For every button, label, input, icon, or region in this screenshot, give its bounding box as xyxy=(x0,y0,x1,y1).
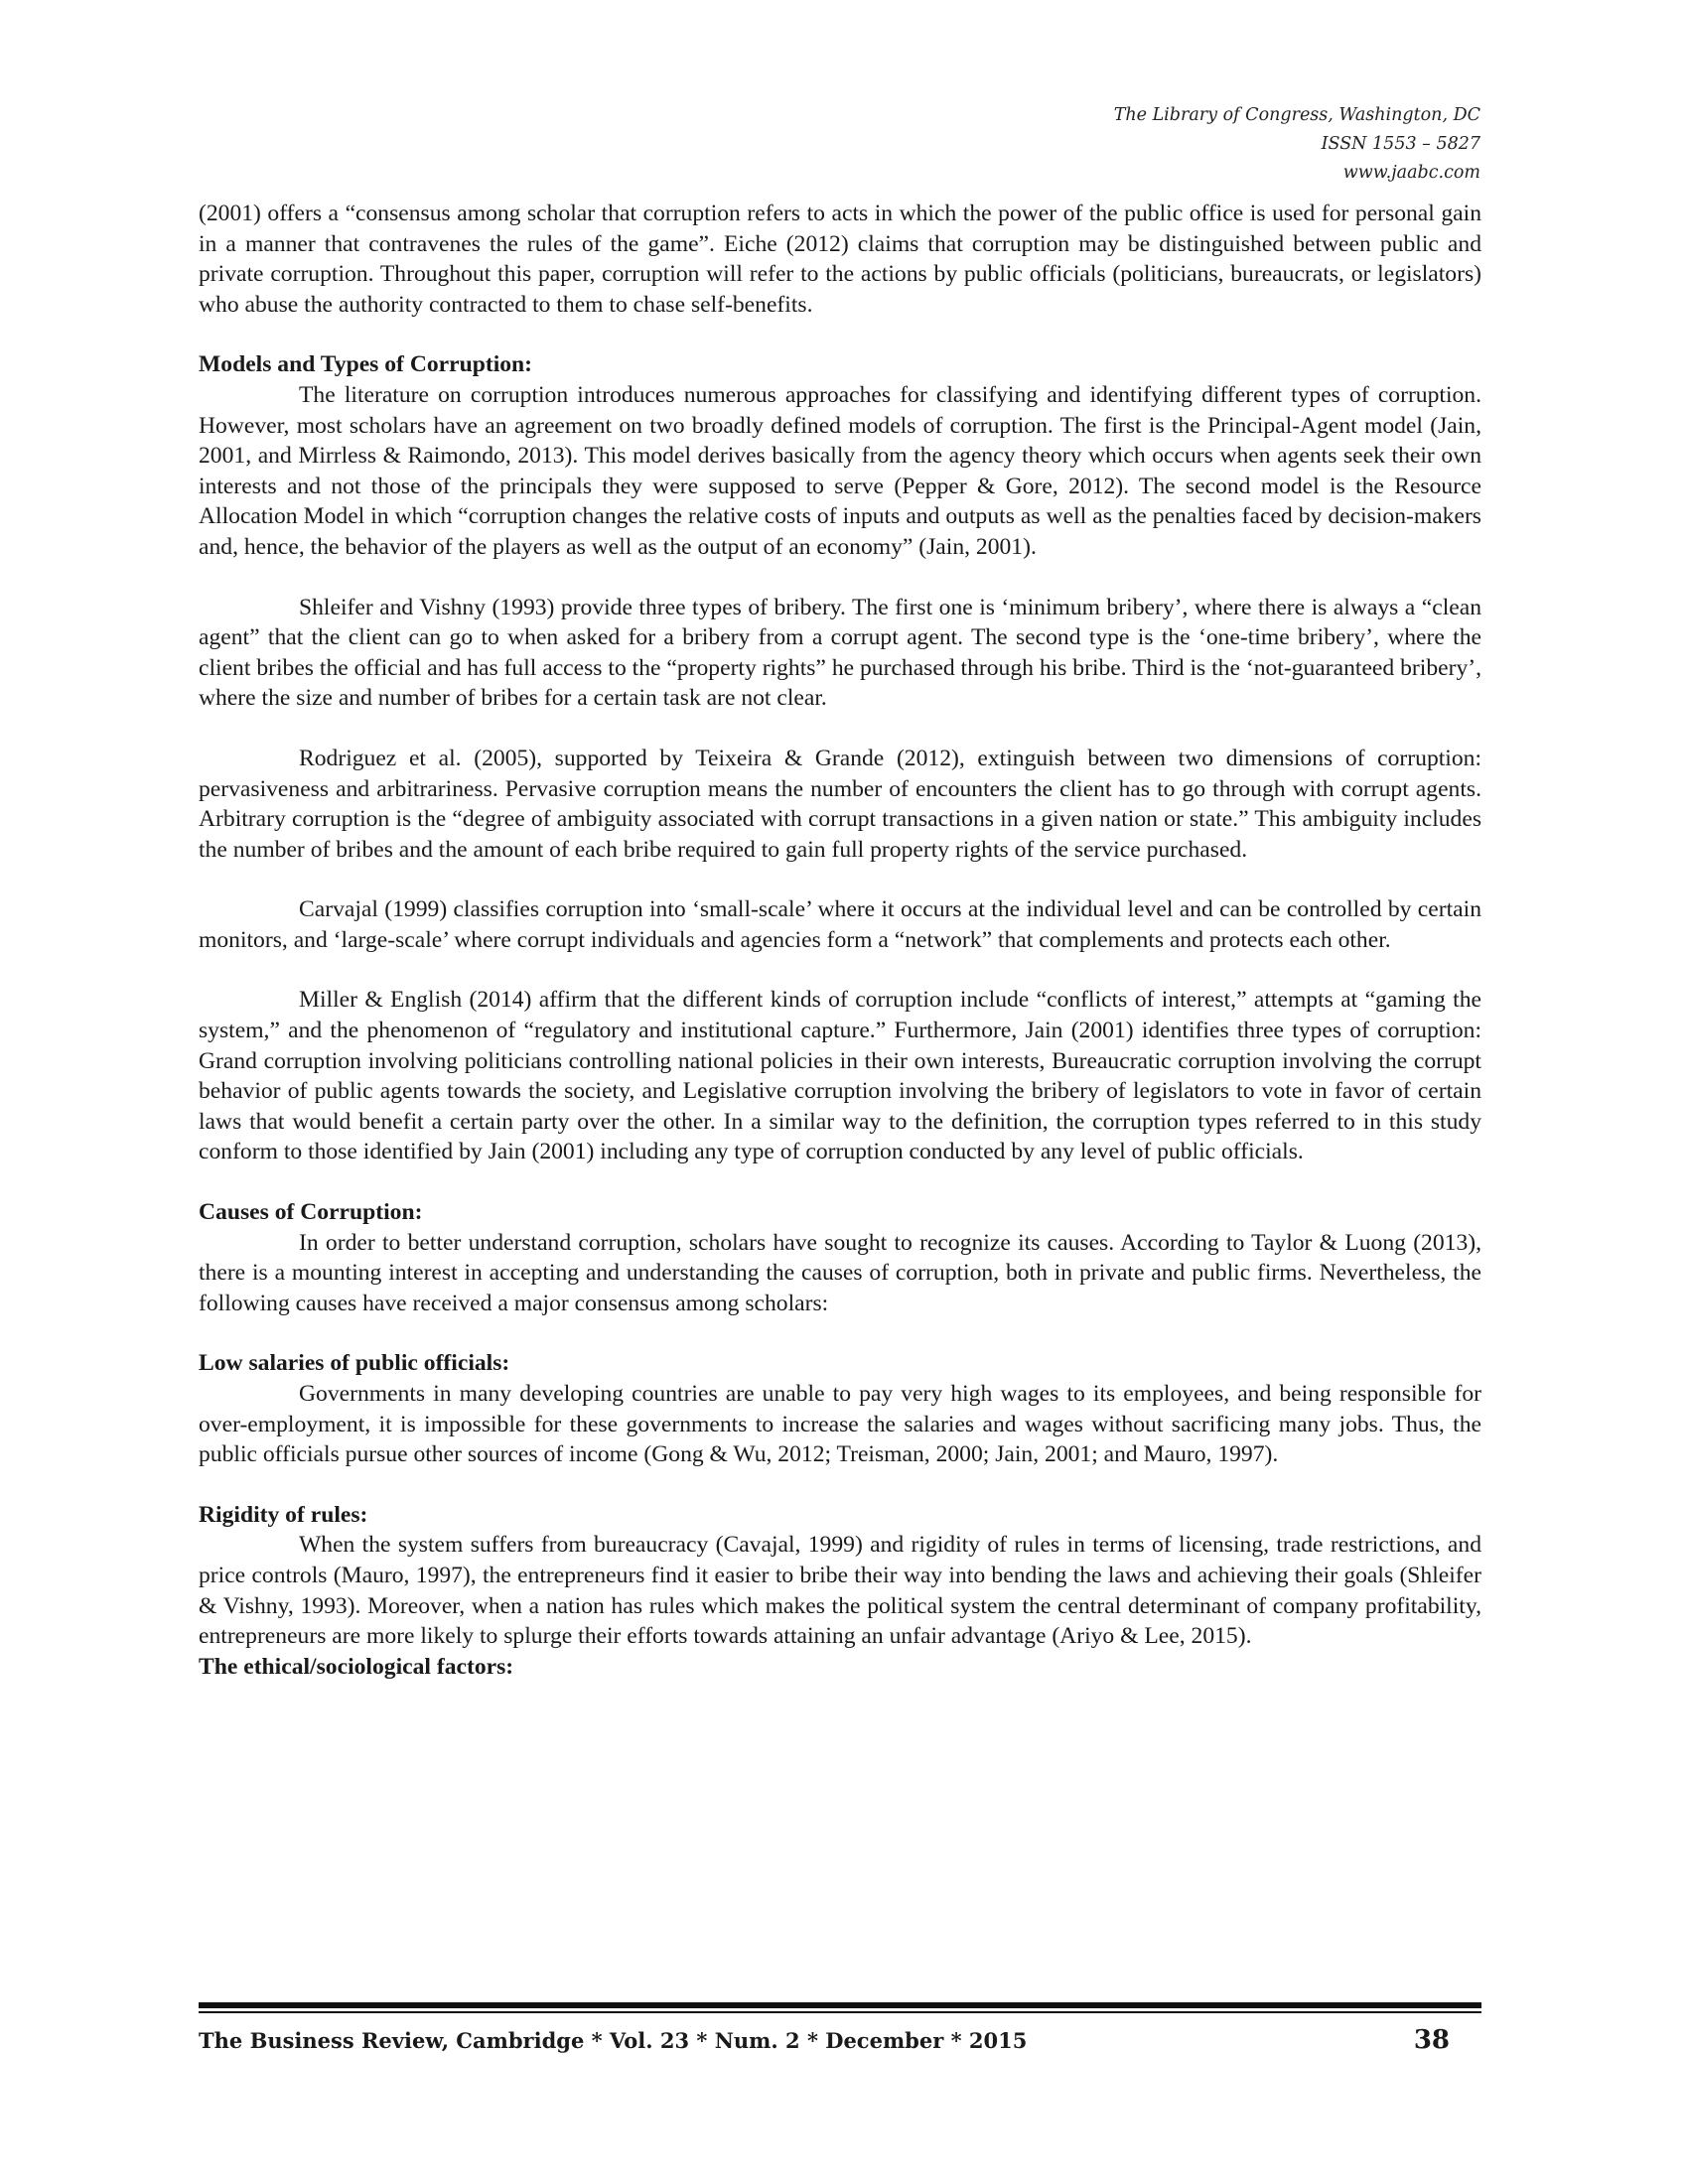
footer-journal-info: The Business Review, Cambridge * Vol. 23 * Num. 2 * December * 2015 xyxy=(199,2028,1028,2053)
running-footer xyxy=(199,2025,1450,2055)
paragraph-causes: In order to better understand corruption, scholars have sought to recognize its causes. According to Taylor & Luong (2013), there is a mounting interest in accepting and understanding the causes of corruption, both in private and public firms. Nevertheless, the following causes have received a major consensus among scholars: xyxy=(199,1229,1481,1316)
paragraph-rigidity: When the system suffers from bureaucracy (Cavajal, 1999) and rigidity of rules in terms of licensing, trade restrictions, and price controls (Mauro, 1997), the entrepreneurs find it easier to bribe their way into bending the laws and achieving their goals (Shleifer & Vishny, 1993). Moreover, when a nation has rules which makes the political system the central determinant of company profitability, entrepreneurs are more likely to splurge their efforts towards attaining an unfair advantage (Ariyo & Lee, 2015). xyxy=(199,1532,1481,1650)
heading-rigidity: Rigidity of rules: xyxy=(199,1501,368,1528)
paragraph-definition: (2001) offers a “consensus among scholar that corruption refers to acts in which the power of the public office is used for personal gain in a manner that contravenes the rules of the game”. Eiche (2012) claims that corruption may be distinguished between public and private corruption. Throughout this paper, corruption will refer to the actions by public officials (politicians, bureaucrats, or legislators) who abuse the authority contracted to them to chase self-benefits. xyxy=(199,201,1481,318)
paragraph-low-salaries: Governments in many developing countries are unable to pay very high wages to its employees, and being responsible for over-employment, it is impossible for these governments to increase the salaries and wages without sacrificing many jobs. Thus, the public officials pursue other sources of income (Gong & Wu, 2012; Treisman, 2000; Jain, 2001; and Mauro, 1997). xyxy=(199,1381,1481,1468)
header-publisher-line: The Library of Congress, Washington, DC xyxy=(1113,105,1480,125)
heading-models-types: Models and Types of Corruption: xyxy=(199,351,533,378)
running-header xyxy=(1114,101,1480,188)
header-website-line: www.jaabc.com xyxy=(1342,163,1480,183)
page-number: 38 xyxy=(1413,2025,1450,2055)
footer-rule-thin xyxy=(199,2011,1481,2013)
heading-ethical-factors: The ethical/sociological factors: xyxy=(199,1653,514,1680)
heading-low-salaries: Low salaries of public officials: xyxy=(199,1350,510,1377)
header-issn-line: ISSN 1553 – 5827 xyxy=(1321,134,1480,154)
footer-rule-thick xyxy=(199,2002,1481,2008)
paragraph-miller-english: Miller & English (2014) affirm that the different kinds of corruption include “conflicts of interest,” attempts at “gaming the system,” and the phenomenon of “regulatory and institutional capture.” Furthermore, Jain (2001) identifies three types of corruption: Grand corruption involving politicians controlling national policies in their own interests, Bureaucratic corruption involving the corrupt behavior of public agents towards the society, and Legislative corruption involving the bribery of legislators to vote in favor of certain laws that would benefit a certain party over the other. In a similar way to the definition, the corruption types referred to in this study conform to those identified by Jain (2001) including any type of corruption conducted by any level of public officials. xyxy=(199,987,1481,1165)
paragraph-shleifer-vishny: Shleifer and Vishny (1993) provide three types of bribery. The first one is ‘minimum bribery’, where there is always a “clean agent” that the client can go to when asked for a bribery from a corrupt agent. The second type is the ‘one-time bribery’, where the client bribes the official and has full access to the “property rights” he purchased through his bribe. Third is the ‘not-guaranteed bribery’, where the size and number of bribes for a certain task are not clear. xyxy=(199,594,1481,712)
heading-causes: Causes of Corruption: xyxy=(199,1199,423,1226)
paragraph-carvajal: Carvajal (1999) classifies corruption into ‘small-scale’ where it occurs at the individual level and can be controlled by certain monitors, and ‘large-scale’ where corrupt individuals and agencies form a “network” that complements and protects each other. xyxy=(199,896,1481,953)
paragraph-models: The literature on corruption introduces numerous approaches for classifying and identifying different types of corruption. However, most scholars have an agreement on two broadly defined models of corruption. The first is the Principal-Agent model (Jain, 2001, and Mirrless & Raimondo, 2013). This model derives basically from the agency theory which occurs when agents seek their own interests and not those of the principals they were supposed to serve (Pepper & Gore, 2012). The second model is the Resource Allocation Model in which “corruption changes the relative costs of inputs and outputs as well as the penalties faced by decision-makers and, hence, the behavior of the players as well as the output of an economy” (Jain, 2001). xyxy=(199,381,1481,560)
article-body xyxy=(199,199,1481,1682)
paragraph-rodriguez: Rodriguez et al. (2005), supported by Teixeira & Grande (2012), extinguish between two dimensions of corruption: pervasiveness and arbitrariness. Pervasive corruption means the number of encounters the client has to go through with corrupt agents. Arbitrary corruption is the “degree of ambiguity associated with corrupt transactions in a given nation or state.” This ambiguity includes the number of bribes and the amount of each bribe required to gain full property rights of the service purchased. xyxy=(199,745,1481,863)
